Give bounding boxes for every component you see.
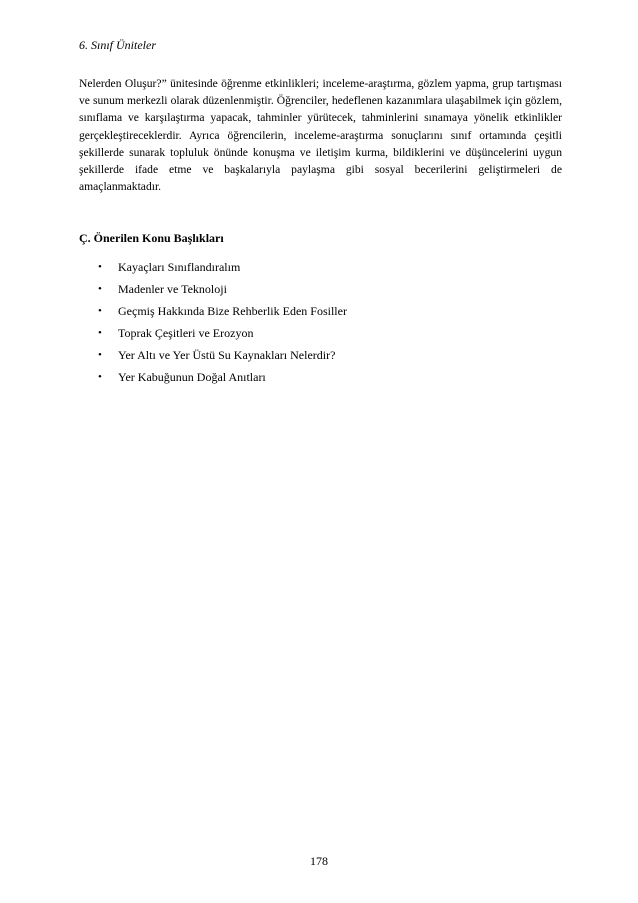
list-item — [96, 344, 347, 366]
bullet-icon: • — [98, 305, 102, 317]
topic-label: Yer Altı ve Yer Üstü Su Kaynakları Nelerdir? — [118, 348, 336, 362]
body-paragraph: Nelerden Oluşur?” ünitesinde öğrenme etkinlikleri; inceleme-araştırma, gözlem yapma, grup tartışması ve sunum merkezli olarak düzenlenmiştir. Öğrenciler, hedeflenen kazanımlara ulaşabilmek için gözlem, sınıflama ve karşılaştırma yapacak, tahminler yürütecek, tahminlerini sınamaya yönelik etkinlikler gerçekleştireceklerdir. Ayrıca öğrencilerin, inceleme-araştırma sonuçlarını sınıf ortamında çeşitli şekillerde sunarak topluluk önünde konuşma ve iletişim kurma, bildiklerini ve düşüncelerini uygun şekillerde ifade etme ve başkalarıyla paylaşma gibi sosyal becerilerini geliştirmeleri de amaçlanmaktadır. — [79, 77, 562, 194]
bullet-icon: • — [98, 261, 102, 273]
topic-label: Kayaçları Sınıflandıralım — [118, 260, 241, 274]
list-item — [96, 322, 347, 344]
topic-label: Toprak Çeşitleri ve Erozyon — [118, 326, 254, 340]
list-item — [96, 366, 347, 388]
list-item — [96, 300, 347, 322]
page-number: 178 — [310, 854, 328, 868]
topic-label: Madenler ve Teknoloji — [118, 282, 227, 296]
section-heading: Ç. Önerilen Konu Başlıkları — [79, 231, 224, 245]
list-item — [96, 278, 347, 300]
topic-list — [96, 256, 347, 388]
topic-label: Yer Kabuğunun Doğal Anıtları — [118, 370, 266, 384]
topic-label: Geçmiş Hakkında Bize Rehberlik Eden Fosiller — [118, 304, 347, 318]
list-item — [96, 256, 347, 278]
bullet-icon: • — [98, 327, 102, 339]
running-header: 6. Sınıf Üniteler — [79, 38, 156, 52]
bullet-icon: • — [98, 349, 102, 361]
bullet-icon: • — [98, 283, 102, 295]
bullet-icon: • — [98, 371, 102, 383]
